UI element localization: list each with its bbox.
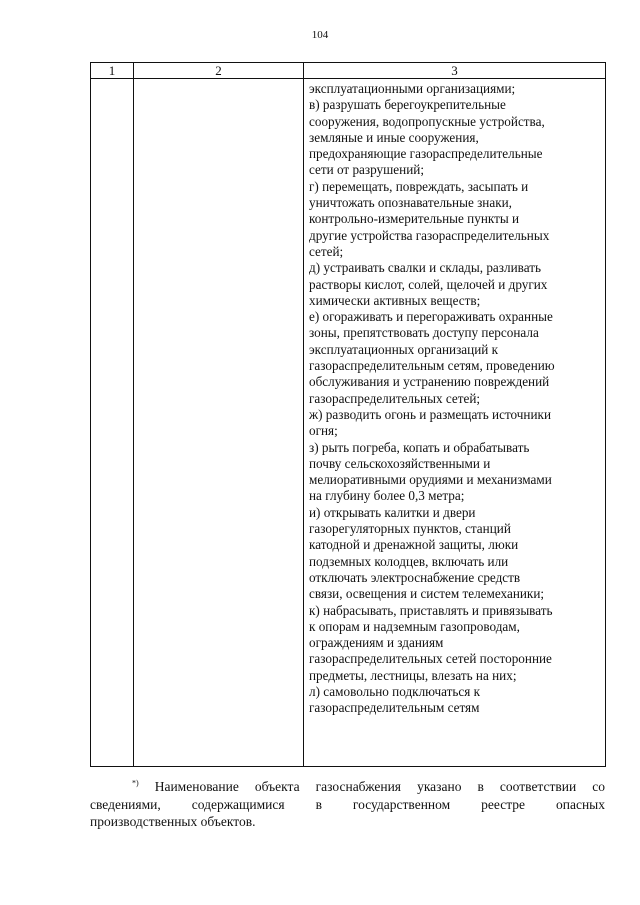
text-line: химически активных веществ; (309, 292, 481, 308)
text-line: предохраняющие газораспределительные (309, 146, 543, 162)
text-line: в) разрушать берегоукрепительные (309, 97, 506, 113)
text-line: сооружения, водопропускные устройства, (309, 113, 545, 129)
footnote (90, 778, 605, 831)
prohibitions-text (304, 79, 605, 717)
text-line: д) устраивать свалки и склады, разливать (309, 260, 541, 276)
text-line: газораспределительных сетей посторонние (309, 651, 552, 667)
text-line: з) рыть погреба, копать и обрабатывать (309, 439, 530, 455)
text-line: газораспределительным сетям, проведению (309, 358, 555, 374)
table-cell-col1 (91, 79, 134, 767)
footnote-line: производственных объектов. (90, 814, 256, 829)
text-line: подземных колодцев, включать или (309, 553, 509, 569)
text-line: к опорам и надземным газопроводам, (309, 618, 520, 634)
table-header-row (91, 63, 606, 79)
text-line: сетей; (309, 243, 344, 259)
column-header-1: 1 (91, 63, 134, 79)
text-line: отключать электроснабжение средств (309, 569, 521, 585)
text-line: зоны, препятствовать доступу персонала (309, 325, 539, 341)
text-line: газорегуляторных пунктов, станций (309, 521, 511, 537)
text-line: к) набрасывать, приставлять и привязывать (309, 602, 553, 618)
text-line: сети от разрушений; (309, 162, 424, 178)
text-line: другие устройства газораспределительных (309, 227, 550, 243)
text-line: растворы кислот, солей, щелочей и других (309, 276, 548, 292)
text-line: связи, освещения и систем телемеханики; (309, 586, 545, 602)
text-line: катодной и дренажной защиты, люки (309, 537, 519, 553)
footnote-mark: *) (132, 778, 139, 788)
text-line: газораспределительным сетям (309, 700, 480, 716)
text-line: ограждениям и зданиям (309, 635, 444, 651)
text-line: газораспределительных сетей; (309, 390, 481, 406)
text-line: ж) разводить огонь и размещать источники (309, 406, 552, 422)
column-header-3: 3 (304, 63, 606, 79)
table-cell-col2 (134, 79, 304, 767)
requirements-table (90, 62, 606, 767)
text-line: земляные и иные сооружения, (309, 129, 479, 145)
footnote-line (90, 778, 605, 796)
text-line: л) самовольно подключаться к (309, 683, 481, 699)
text-line: эксплуатационными организациями; (309, 81, 516, 96)
text-line: контрольно-измерительные пункты и (309, 211, 520, 227)
footnote-line-text: Наименование объекта газоснабжения указано в соответствии со (154, 779, 605, 794)
text-line: предметы, лестницы, влезать на них; (309, 667, 517, 683)
text-line: на глубину более 0,3 метра; (309, 488, 465, 504)
footnote-line: сведениями, содержащимися в государственном реестре опасных (90, 796, 605, 812)
text-line: почву сельскохозяйственными и (309, 455, 491, 471)
text-line: уничтожать опознавательные знаки, (309, 195, 512, 211)
text-line: и) открывать калитки и двери (309, 504, 476, 520)
text-line: г) перемещать, повреждать, засыпать и (309, 178, 529, 194)
text-line: эксплуатационных организаций к (309, 341, 499, 357)
page-number: 104 (311, 29, 329, 41)
text-line: е) огораживать и перегораживать охранные (309, 309, 553, 325)
text-line: мелиоративными орудиями и механизмами (309, 472, 552, 488)
text-line: обслуживания и устранению повреждений (309, 374, 550, 390)
text-line: огня; (309, 423, 338, 439)
table-cell-col3 (304, 79, 606, 767)
column-header-2: 2 (134, 63, 304, 79)
table-body-row (91, 79, 606, 767)
